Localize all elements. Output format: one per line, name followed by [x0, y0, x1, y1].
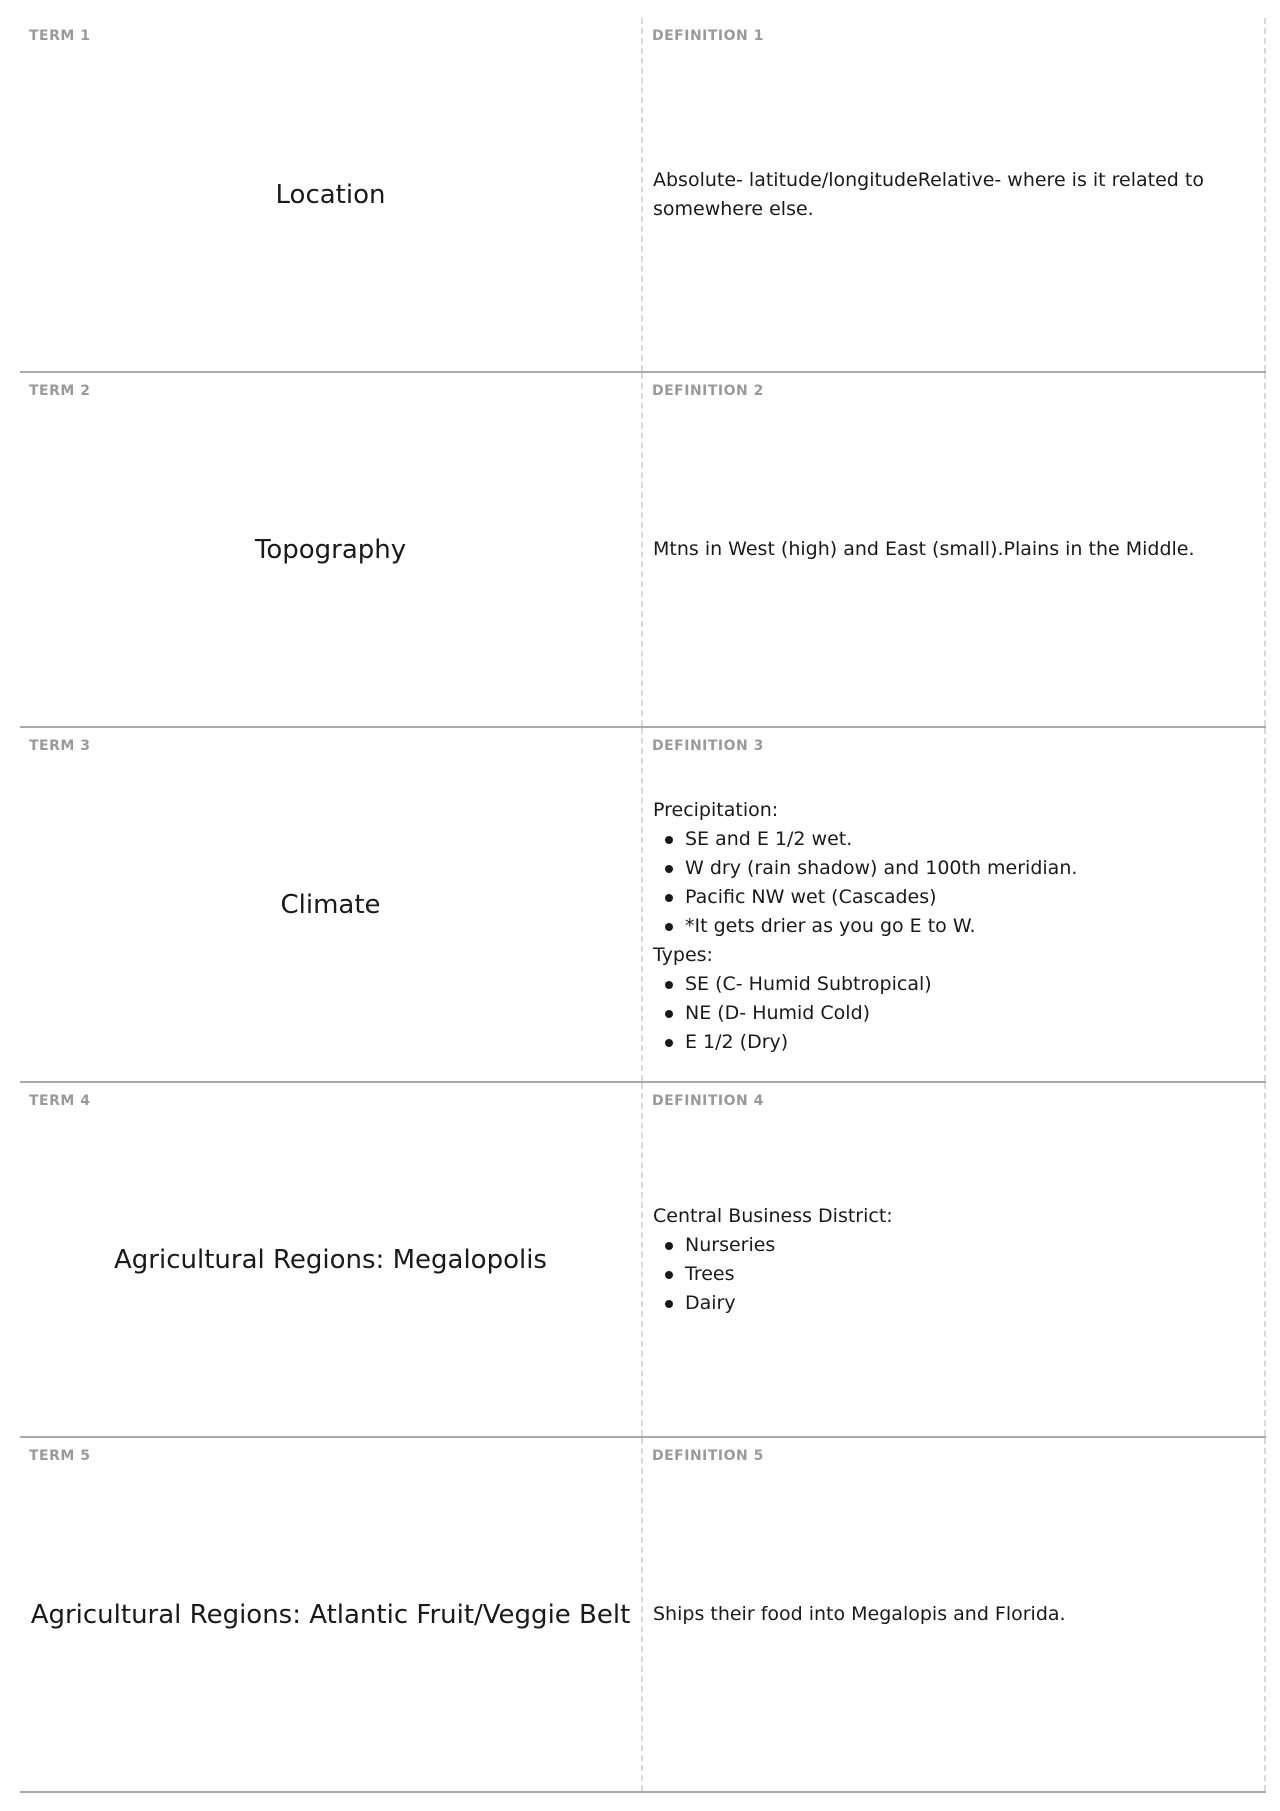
definition-bullet-list — [653, 1231, 1254, 1318]
definition-body — [653, 373, 1254, 726]
term-text: Topography — [254, 534, 407, 565]
term-label: TERM 2 — [29, 383, 91, 399]
definition-bullet: Nurseries — [685, 1231, 1254, 1260]
definition-bullet-list — [653, 825, 1254, 941]
flashcard-row — [20, 373, 1266, 728]
term-cell — [20, 1438, 643, 1791]
term-label: TERM 1 — [29, 28, 91, 44]
definition-label: DEFINITION 1 — [652, 28, 764, 44]
flashcard-row — [20, 1083, 1266, 1438]
definition-label: DEFINITION 3 — [652, 738, 764, 754]
definition-cell — [643, 1083, 1266, 1436]
definition-body — [653, 728, 1254, 1081]
definition-text: Mtns in West (high) and East (small).Plains in the Middle. — [653, 538, 1195, 560]
definition-bullet: E 1/2 (Dry) — [685, 1028, 1254, 1057]
definition-bullet: *It gets drier as you go E to W. — [685, 912, 1254, 941]
term-text: Agricultural Regions: Megalopolis — [114, 1244, 547, 1275]
definition-cell — [643, 1438, 1266, 1791]
definition-bullet: W dry (rain shadow) and 100th meridian. — [685, 854, 1254, 883]
definition-body — [653, 18, 1254, 371]
definition-intro: Central Business District: — [653, 1204, 893, 1227]
definition-bullet: Dairy — [685, 1289, 1254, 1318]
definition-cell — [643, 728, 1266, 1081]
term-text: Climate — [280, 889, 381, 920]
definition-text: Ships their food into Megalopis and Florida. — [653, 1603, 1066, 1625]
flashcard-row — [20, 728, 1266, 1083]
term-label: TERM 3 — [29, 738, 91, 754]
definition-label: DEFINITION 2 — [652, 383, 764, 399]
definition-bullet: Pacific NW wet (Cascades) — [685, 883, 1254, 912]
definition-body — [653, 1083, 1254, 1436]
term-cell — [20, 18, 643, 371]
flashcard-sheet — [20, 18, 1266, 1793]
definition-bullet: NE (D- Humid Cold) — [685, 999, 1254, 1028]
term-label: TERM 5 — [29, 1448, 91, 1464]
definition-text: Absolute- latitude/longitudeRelative- where is it related to somewhere else. — [653, 168, 1204, 220]
definition-cell — [643, 18, 1266, 371]
term-text: Location — [275, 179, 386, 210]
definition-body — [653, 1438, 1254, 1791]
definition-bullet-list — [653, 970, 1254, 1057]
term-cell — [20, 373, 643, 726]
flashcard-row — [20, 1438, 1266, 1793]
definition-bullet: SE (C- Humid Subtropical) — [685, 970, 1254, 999]
definition-intro: Types: — [653, 944, 713, 966]
definition-bullet: SE and E 1/2 wet. — [685, 825, 1254, 854]
term-cell — [20, 728, 643, 1081]
definition-label: DEFINITION 5 — [652, 1448, 764, 1464]
definition-bullet: Trees — [685, 1260, 1254, 1289]
definition-intro: Precipitation: — [653, 799, 779, 821]
definition-cell — [643, 373, 1266, 726]
term-cell — [20, 1083, 643, 1436]
term-label: TERM 4 — [29, 1093, 91, 1109]
definition-label: DEFINITION 4 — [652, 1093, 764, 1109]
flashcard-row — [20, 18, 1266, 373]
term-text: Agricultural Regions: Atlantic Fruit/Veggie Belt — [30, 1599, 631, 1630]
